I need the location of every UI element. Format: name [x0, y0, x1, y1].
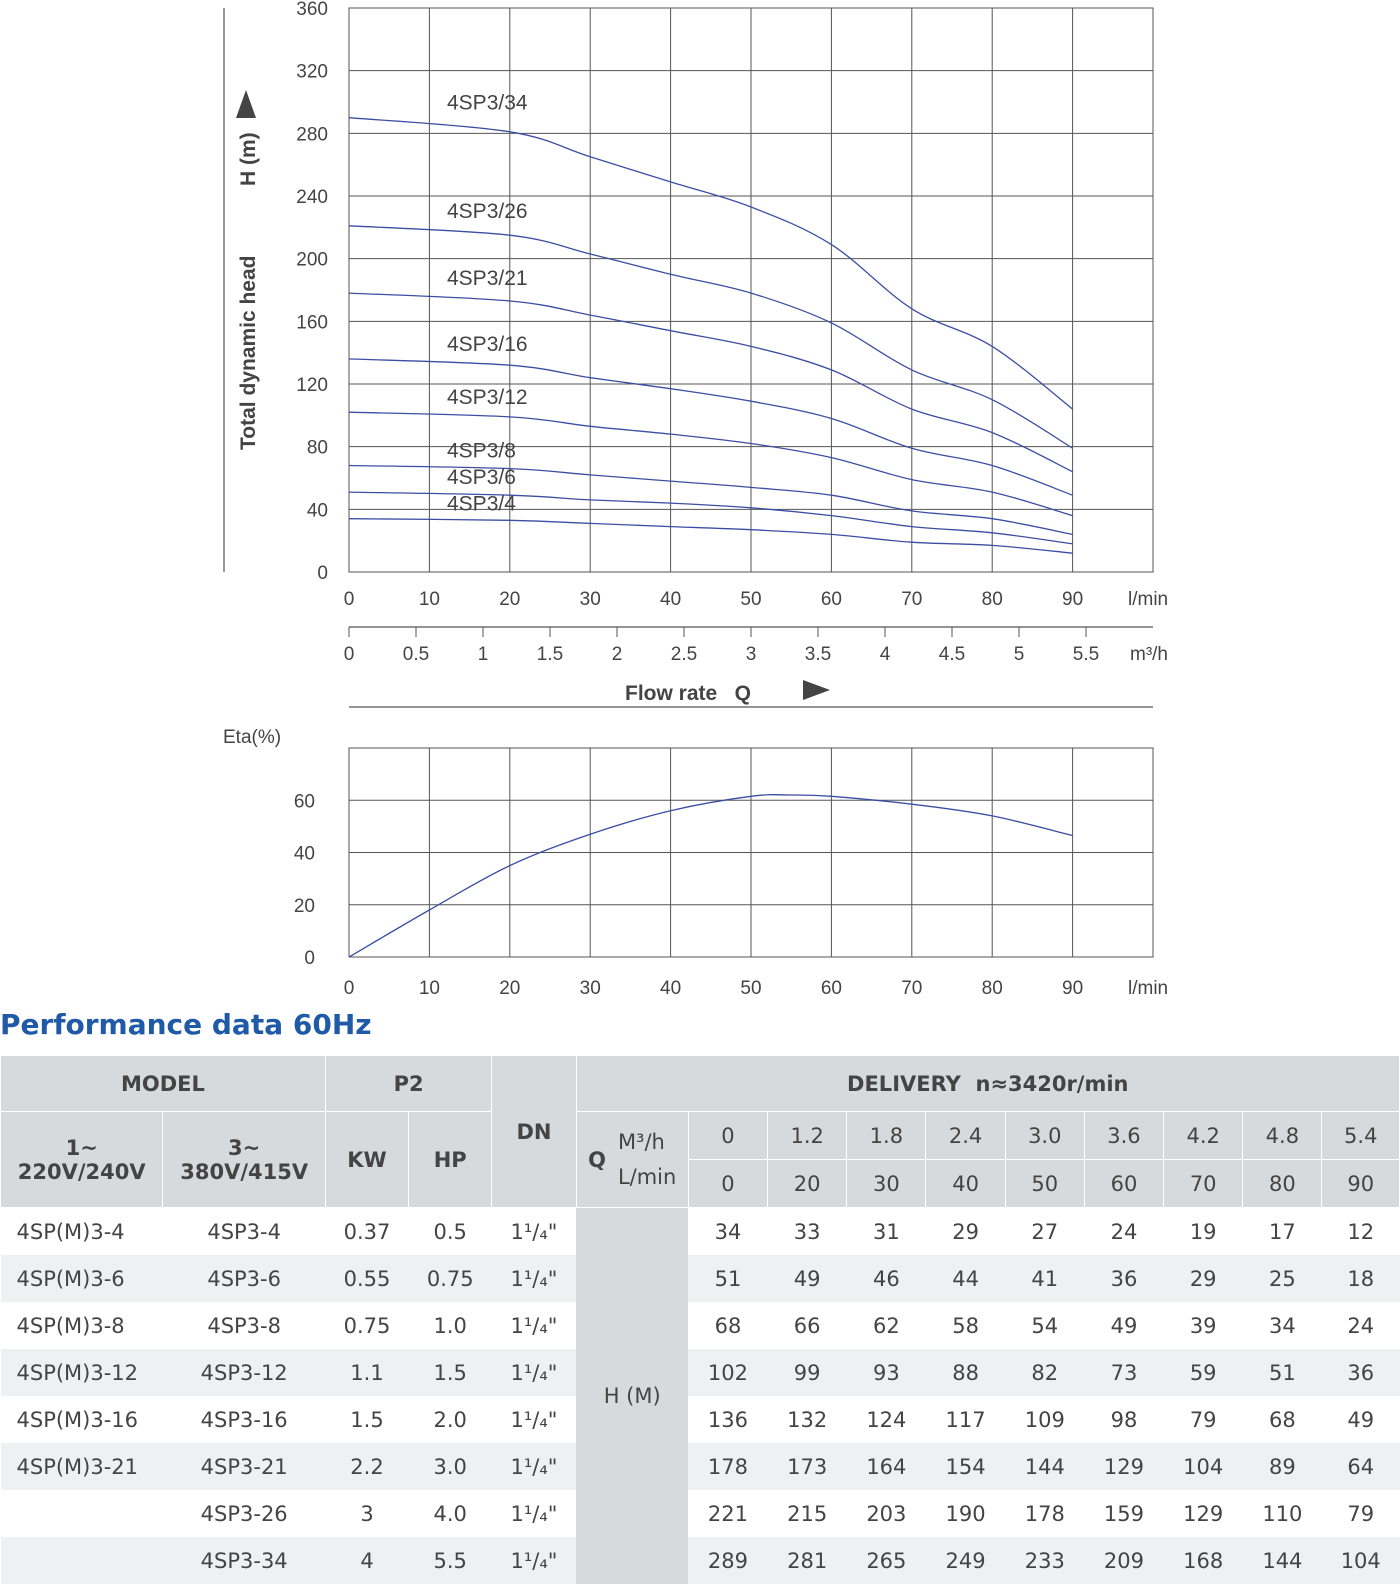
eta-x-tick-label: 10	[418, 978, 440, 999]
hp-cell: 0.75	[409, 1255, 492, 1302]
eta-curves	[349, 795, 1073, 957]
m3h-tick-label: 2	[611, 644, 623, 665]
head-x-ticks-m3h	[344, 627, 1100, 665]
flow-m3h-cell: 3.0	[1005, 1112, 1084, 1160]
curve-label: 4SP3/16	[447, 332, 528, 356]
head-value-cell: 168	[1164, 1537, 1243, 1584]
head-value-cell: 34	[688, 1208, 767, 1256]
head-value-cell: 132	[768, 1396, 847, 1443]
head-x-unit-m3h: m³/h	[1130, 644, 1168, 665]
eta-x-tick-label: 90	[1062, 978, 1084, 999]
m3h-tick-label: 1.5	[536, 644, 564, 665]
head-value-cell: 33	[768, 1208, 847, 1256]
head-value-cell: 178	[1005, 1490, 1084, 1537]
m3h-tick-label: 1	[477, 644, 489, 665]
model-3ph-cell: 4SP3-8	[163, 1302, 325, 1349]
unit-lmin: L/min	[617, 1164, 677, 1189]
q-unit-header	[576, 1112, 688, 1208]
flow-lmin-cell: 20	[768, 1160, 847, 1208]
curve-label: 4SP3/6	[447, 466, 516, 490]
eta-x-tick-label: 60	[820, 978, 842, 999]
table-row	[1, 1208, 1400, 1256]
performance-title: Performance data 60Hz	[0, 1008, 372, 1041]
model-1ph-cell: 4SP(M)3-21	[1, 1443, 163, 1490]
head-value-cell: 49	[1084, 1302, 1163, 1349]
kw-cell: 0.37	[325, 1208, 408, 1256]
head-value-cell: 190	[926, 1490, 1005, 1537]
head-value-cell: 99	[768, 1349, 847, 1396]
eta-y-tick-label: 0	[304, 948, 315, 969]
eta-curve	[349, 795, 1073, 957]
head-curve	[349, 118, 1073, 409]
y-tick-label: 80	[306, 437, 328, 459]
eta-x-tick-label: 0	[343, 978, 355, 999]
hp-cell: 4.0	[409, 1490, 492, 1537]
flow-lmin-cell: 60	[1084, 1160, 1163, 1208]
head-arrow-icon	[236, 90, 256, 118]
eta-x-tick-label: 30	[579, 978, 601, 999]
head-y-label: Total dynamic head	[237, 255, 260, 450]
m3h-tick-label: 3.5	[804, 644, 832, 665]
head-value-cell: 58	[926, 1302, 1005, 1349]
kw-cell: 0.75	[325, 1302, 408, 1349]
head-value-cell: 54	[1005, 1302, 1084, 1349]
q-label: Q	[588, 1147, 606, 1172]
head-value-cell: 49	[1322, 1396, 1400, 1443]
eta-y-tick-label: 60	[293, 791, 315, 813]
eta-y-ticks	[294, 791, 315, 969]
head-value-cell: 62	[847, 1302, 926, 1349]
flow-lmin-cell: 90	[1322, 1160, 1400, 1208]
flow-arrow-icon	[803, 680, 830, 700]
model-3ph-cell: 4SP3-4	[163, 1208, 325, 1256]
head-value-cell: 110	[1243, 1490, 1322, 1537]
model-1ph-cell: 4SP(M)3-12	[1, 1349, 163, 1396]
flow-m3h-cell: 2.4	[926, 1112, 1005, 1160]
x-tick-label: 0	[343, 589, 355, 610]
head-value-cell: 159	[1084, 1490, 1163, 1537]
head-curve	[349, 519, 1073, 554]
y-tick-label: 160	[296, 312, 328, 334]
y-tick-label: 0	[317, 563, 328, 584]
head-value-cell: 24	[1084, 1208, 1163, 1256]
head-value-cell: 66	[768, 1302, 847, 1349]
head-value-cell: 19	[1164, 1208, 1243, 1256]
table-row	[1, 1443, 1400, 1490]
head-value-cell: 12	[1322, 1208, 1400, 1256]
x-tick-label: 80	[981, 589, 1003, 610]
eta-y-tick-label: 20	[293, 895, 315, 917]
head-y-unit: H (m)	[237, 132, 260, 186]
head-value-cell: 34	[1243, 1302, 1322, 1349]
kw-cell: 0.55	[325, 1255, 408, 1302]
m3h-tick-label: 3	[745, 644, 757, 665]
head-value-cell: 59	[1164, 1349, 1243, 1396]
head-value-cell: 79	[1322, 1490, 1400, 1537]
model-3ph-cell: 4SP3-21	[163, 1443, 325, 1490]
head-value-cell: 117	[926, 1396, 1005, 1443]
head-value-cell: 124	[847, 1396, 926, 1443]
flow-lmin-cell: 70	[1164, 1160, 1243, 1208]
flow-m3h-cell: 0	[688, 1112, 767, 1160]
curve-label: 4SP3/34	[447, 91, 528, 115]
head-value-cell: 27	[1005, 1208, 1084, 1256]
model-3ph-cell: 4SP3-6	[163, 1255, 325, 1302]
kw-cell: 4	[325, 1537, 408, 1584]
model-header: MODEL	[1, 1056, 326, 1112]
performance-table-body	[1, 1208, 1400, 1585]
model-1ph-cell: 4SP(M)3-8	[1, 1302, 163, 1349]
head-value-cell: 88	[926, 1349, 1005, 1396]
head-value-cell: 29	[926, 1208, 1005, 1256]
model-1ph-cell: 4SP(M)3-16	[1, 1396, 163, 1443]
y-tick-label: 320	[296, 61, 328, 83]
hp-header: HP	[409, 1112, 492, 1208]
dn-cell: 1¹/₄"	[492, 1443, 576, 1490]
head-value-cell: 51	[688, 1255, 767, 1302]
x-tick-label: 70	[901, 589, 923, 610]
curve-label: 4SP3/21	[447, 267, 528, 291]
eta-chart	[0, 715, 1400, 1005]
flow-m3h-cell: 3.6	[1084, 1112, 1163, 1160]
delivery-header: DELIVERY n≈3420r/min	[576, 1056, 1399, 1112]
m3h-tick-label: 5	[1013, 644, 1025, 665]
table-row	[1, 1349, 1400, 1396]
y-tick-label: 280	[296, 124, 328, 146]
x-tick-label: 30	[579, 589, 601, 610]
head-y-ticks	[296, 0, 328, 584]
curve-label: 4SP3/12	[447, 386, 528, 410]
dn-cell: 1¹/₄"	[492, 1349, 576, 1396]
head-value-cell: 49	[768, 1255, 847, 1302]
head-value-cell: 249	[926, 1537, 1005, 1584]
head-x-unit-lmin: l/min	[1128, 589, 1169, 610]
eta-y-tick-label: 40	[293, 843, 315, 865]
model-3ph-cell: 4SP3-26	[163, 1490, 325, 1537]
head-value-cell: 17	[1243, 1208, 1322, 1256]
y-tick-label: 360	[296, 0, 328, 20]
hp-cell: 1.0	[409, 1302, 492, 1349]
y-tick-label: 40	[306, 500, 328, 522]
y-tick-label: 200	[296, 249, 328, 271]
head-value-cell: 104	[1322, 1537, 1400, 1584]
flow-m3h-cell: 4.2	[1164, 1112, 1243, 1160]
table-row	[1, 1255, 1400, 1302]
m3h-tick-label: 5.5	[1072, 644, 1100, 665]
head-value-cell: 98	[1084, 1396, 1163, 1443]
single-phase-header	[1, 1112, 163, 1208]
hp-cell: 3.0	[409, 1443, 492, 1490]
model-1ph-cell: 4SP(M)3-4	[1, 1208, 163, 1256]
head-value-cell: 73	[1084, 1349, 1163, 1396]
flow-rate-label: Flow rate Q	[625, 682, 752, 705]
x-tick-label: 10	[418, 589, 440, 610]
m3h-tick-label: 0.5	[402, 644, 430, 665]
head-value-cell: 36	[1084, 1255, 1163, 1302]
dn-cell: 1¹/₄"	[492, 1537, 576, 1584]
model-3ph-cell: 4SP3-16	[163, 1396, 325, 1443]
eta-x-tick-label: 50	[740, 978, 762, 999]
performance-table	[0, 1055, 1400, 1584]
eta-y-label: Eta(%)	[223, 727, 282, 748]
hp-cell: 2.0	[409, 1396, 492, 1443]
head-value-cell: 209	[1084, 1537, 1163, 1584]
dn-cell: 1¹/₄"	[492, 1302, 576, 1349]
head-curve-labels	[447, 92, 528, 516]
flow-m3h-cell: 1.2	[768, 1112, 847, 1160]
kw-cell: 3	[325, 1490, 408, 1537]
model-3ph-cell: 4SP3-12	[163, 1349, 325, 1396]
kw-header: KW	[325, 1112, 408, 1208]
table-row	[1, 1302, 1400, 1349]
dn-cell: 1¹/₄"	[492, 1490, 576, 1537]
head-value-cell: 144	[1243, 1537, 1322, 1584]
head-unit-cell: H (M)	[576, 1208, 688, 1585]
curve-label: 4SP3/26	[447, 199, 528, 223]
single-phase-label: 1~	[65, 1135, 98, 1160]
kw-cell: 2.2	[325, 1443, 408, 1490]
curve-label: 4SP3/4	[447, 492, 516, 516]
x-tick-label: 90	[1062, 589, 1084, 610]
head-value-cell: 36	[1322, 1349, 1400, 1396]
head-value-cell: 104	[1164, 1443, 1243, 1490]
head-value-cell: 129	[1164, 1490, 1243, 1537]
head-value-cell: 173	[768, 1443, 847, 1490]
head-value-cell: 46	[847, 1255, 926, 1302]
head-value-cell: 178	[688, 1443, 767, 1490]
head-value-cell: 18	[1322, 1255, 1400, 1302]
x-tick-label: 20	[499, 589, 521, 610]
table-row	[1, 1537, 1400, 1584]
dn-cell: 1¹/₄"	[492, 1208, 576, 1256]
eta-x-tick-label: 70	[901, 978, 923, 999]
flow-m3h-cell: 1.8	[847, 1112, 926, 1160]
dn-cell: 1¹/₄"	[492, 1255, 576, 1302]
x-tick-label: 40	[660, 589, 682, 610]
kw-cell: 1.5	[325, 1396, 408, 1443]
head-value-cell: 44	[926, 1255, 1005, 1302]
head-value-cell: 41	[1005, 1255, 1084, 1302]
head-value-cell: 233	[1005, 1537, 1084, 1584]
x-tick-label: 50	[740, 589, 762, 610]
hp-cell: 0.5	[409, 1208, 492, 1256]
head-value-cell: 215	[768, 1490, 847, 1537]
flow-m3h-cell: 4.8	[1243, 1112, 1322, 1160]
head-value-cell: 64	[1322, 1443, 1400, 1490]
eta-x-tick-label: 20	[499, 978, 521, 999]
head-value-cell: 203	[847, 1490, 926, 1537]
head-value-cell: 25	[1243, 1255, 1322, 1302]
table-row	[1, 1490, 1400, 1537]
m3h-tick-label: 4	[879, 644, 891, 665]
unit-m3h: M³/h	[617, 1129, 665, 1154]
model-1ph-cell	[1, 1490, 163, 1537]
head-value-cell: 164	[847, 1443, 926, 1490]
hp-cell: 5.5	[409, 1537, 492, 1584]
dn-cell: 1¹/₄"	[492, 1396, 576, 1443]
eta-x-unit: l/min	[1128, 978, 1169, 999]
head-value-cell: 39	[1164, 1302, 1243, 1349]
head-value-cell: 93	[847, 1349, 926, 1396]
flow-lmin-cell: 30	[847, 1160, 926, 1208]
head-value-cell: 51	[1243, 1349, 1322, 1396]
three-phase-voltage: 380V/415V	[180, 1159, 309, 1184]
single-phase-voltage: 220V/240V	[17, 1159, 146, 1184]
head-value-cell: 221	[688, 1490, 767, 1537]
head-value-cell: 24	[1322, 1302, 1400, 1349]
m3h-tick-label: 0	[343, 644, 355, 665]
eta-x-ticks	[344, 978, 1083, 999]
three-phase-label: 3~	[228, 1135, 261, 1160]
head-value-cell: 265	[847, 1537, 926, 1584]
eta-x-tick-label: 80	[981, 978, 1003, 999]
y-tick-label: 120	[296, 375, 328, 396]
head-value-cell: 79	[1164, 1396, 1243, 1443]
three-phase-header	[163, 1112, 325, 1208]
table-row	[1, 1396, 1400, 1443]
eta-grid	[349, 748, 1153, 957]
y-tick-label: 240	[296, 187, 328, 208]
head-x-ticks-lmin	[344, 589, 1083, 610]
model-1ph-cell: 4SP(M)3-6	[1, 1255, 163, 1302]
head-value-cell: 82	[1005, 1349, 1084, 1396]
flow-lmin-cell: 40	[926, 1160, 1005, 1208]
head-value-cell: 31	[847, 1208, 926, 1256]
head-value-cell: 29	[1164, 1255, 1243, 1302]
head-value-cell: 136	[688, 1396, 767, 1443]
curve-label: 4SP3/8	[447, 439, 516, 463]
flow-m3h-cell: 5.4	[1322, 1112, 1400, 1160]
head-chart	[0, 0, 1400, 715]
head-value-cell: 89	[1243, 1443, 1322, 1490]
flow-lmin-cell: 50	[1005, 1160, 1084, 1208]
head-value-cell: 289	[688, 1537, 767, 1584]
model-3ph-cell: 4SP3-34	[163, 1537, 325, 1584]
head-value-cell: 129	[1084, 1443, 1163, 1490]
head-value-cell: 109	[1005, 1396, 1084, 1443]
head-value-cell: 144	[1005, 1443, 1084, 1490]
head-value-cell: 68	[688, 1302, 767, 1349]
head-value-cell: 102	[688, 1349, 767, 1396]
model-1ph-cell	[1, 1537, 163, 1584]
m3h-tick-label: 4.5	[938, 644, 966, 665]
p2-header: P2	[325, 1056, 491, 1112]
head-value-cell: 154	[926, 1443, 1005, 1490]
eta-x-tick-label: 40	[660, 978, 682, 999]
m3h-tick-label: 2.5	[670, 644, 698, 665]
dn-header: DN	[492, 1056, 576, 1208]
head-value-cell: 68	[1243, 1396, 1322, 1443]
flow-lmin-cell: 0	[688, 1160, 767, 1208]
head-value-cell: 281	[768, 1537, 847, 1584]
kw-cell: 1.1	[325, 1349, 408, 1396]
flow-lmin-cell: 80	[1243, 1160, 1322, 1208]
hp-cell: 1.5	[409, 1349, 492, 1396]
x-tick-label: 60	[820, 589, 842, 610]
